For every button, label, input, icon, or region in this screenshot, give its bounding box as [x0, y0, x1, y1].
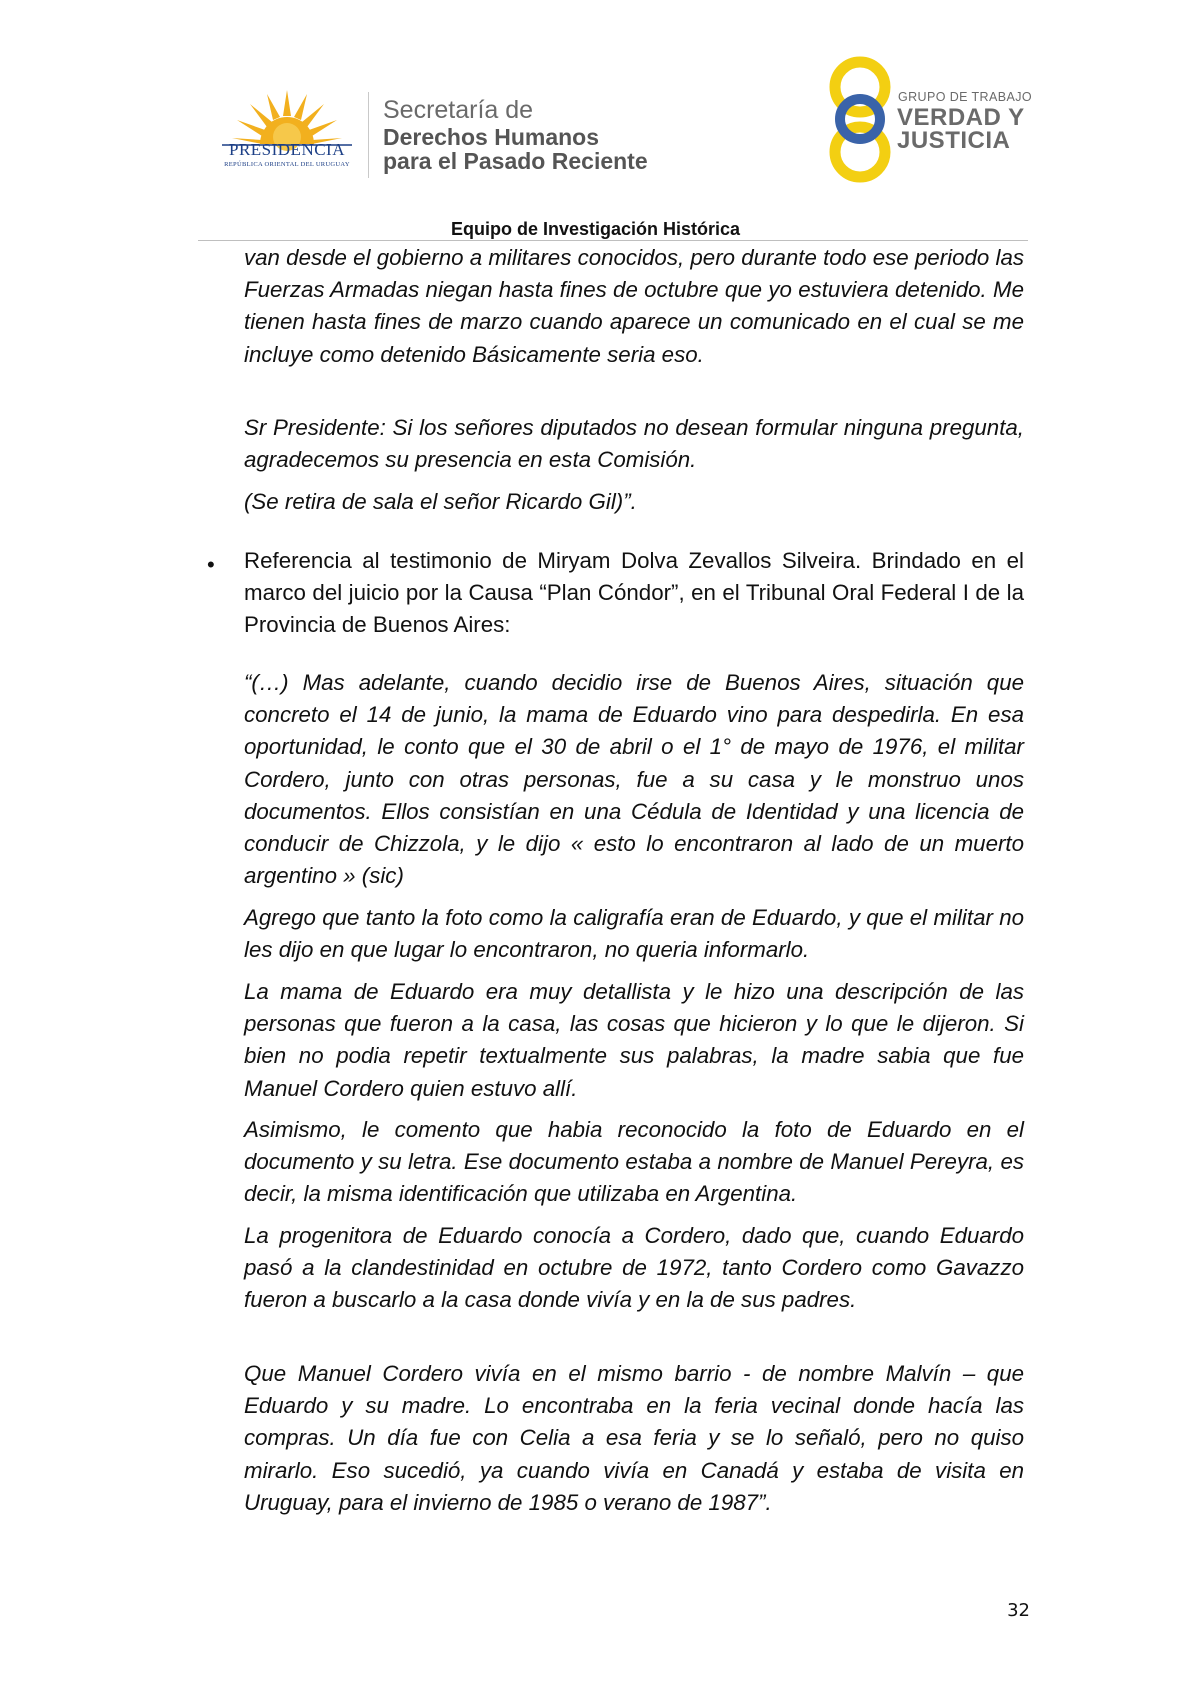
vj-group-label: GRUPO DE TRABAJO	[898, 90, 1032, 104]
header-divider	[368, 92, 369, 178]
paragraph-1: van desde el gobierno a militares conocidos, pero durante todo ese periodo las Fuerzas Armadas niegan hasta fines de octubre que yo estuviera detenido. Me tienen hasta fines de marzo cuando aparece un comunicado en el cual se me incluye como detenido Básicamente seria eso.	[244, 245, 1024, 367]
paragraph-reference: Referencia al testimonio de Miryam Dolva Zevallos Silveira. Brindado en el marco del juicio por la Causa “Plan Cóndor”, en el Tribunal Oral Federal I de la Provincia de Buenos Aires:	[244, 548, 1024, 638]
paragraph-quote-3: La mama de Eduardo era muy detallista y le hizo una descripción de las personas que fueron a la casa, las cosas que hicieron y lo que le dijeron. Si bien no podia repetir textualmente sus palabras, la madre sabia que fue Manuel Cordero quien estuvo allí.	[244, 979, 1024, 1101]
page-header	[0, 0, 1191, 240]
verdad-justicia-logo	[820, 55, 900, 185]
presidencia-label: PRESIDENCIA	[228, 140, 345, 159]
paragraph-quote-4: Asimismo, le comento que habia reconocido la foto de Eduardo en el documento y su letra. Ese documento estaba a nombre de Manuel Pereyra, es decir, la misma identificación que utilizaba en Argentina.	[244, 1117, 1024, 1207]
secretaria-line-1: Secretaría de	[383, 96, 534, 124]
secretaria-line-3: para el Pasado Reciente	[383, 148, 648, 174]
vj-title-line-1: VERDAD Y	[897, 104, 1025, 131]
presidencia-sublabel: REPÚBLICA ORIENTAL DEL URUGUAY	[224, 161, 350, 168]
team-title: Equipo de Investigación Histórica	[450, 219, 741, 239]
paragraph-3: (Se retira de sala el señor Ricardo Gil)”.	[244, 489, 637, 514]
header-rule	[198, 240, 1028, 241]
vj-title-line-2: JUSTICIA	[897, 127, 1011, 154]
paragraph-quote-2: Agrego que tanto la foto como la caligrafía eran de Eduardo, y que el militar no les dijo en que lugar lo encontraron, no queria informarlo.	[244, 905, 1024, 963]
page-number: 32	[1007, 1600, 1030, 1621]
secretaria-line-2: Derechos Humanos	[383, 124, 600, 150]
paragraph-quote-6: Que Manuel Cordero vivía en el mismo barrio - de nombre Malvín – que Eduardo y su madre. Lo encontraba en la feria vecinal donde hacía las compras. Un día fue con Celia a esa feria y se lo señaló, pero no quiso mirarlo. Eso sucedió, ya cuando vivía en Canadá y estaba de visita en Uruguay, para el invierno de 1985 o verano de 1987”.	[244, 1361, 1024, 1515]
paragraph-quote-1: “(…) Mas adelante, cuando decidio irse de Buenos Aires, situación que concreto el 14 de junio, la mama de Eduardo vino para despedirla. En esa oportunidad, le conto que el 30 de abril o el 1° de mayo de 1976, el militar Cordero, junto con otras personas, fue a su casa y le monstruo unos documentos. Ellos consistían en una Cédula de Identidad y una licencia de conducir de Chizzola, y le dijo « esto lo encontraron al lado de un muerto argentino » (sic)	[244, 670, 1024, 889]
bullet-marker: •	[207, 552, 215, 577]
paragraph-2: Sr Presidente: Si los señores diputados no desean formular ninguna pregunta, agradecemos su presencia en esta Comisión.	[244, 415, 1024, 473]
paragraph-quote-5: La progenitora de Eduardo conocía a Cordero, dado que, cuando Eduardo pasó a la clandestinidad en octubre de 1972, tanto Cordero como Gavazzo fueron a buscarlo a la casa donde vivía y en la de sus padres.	[244, 1223, 1024, 1313]
